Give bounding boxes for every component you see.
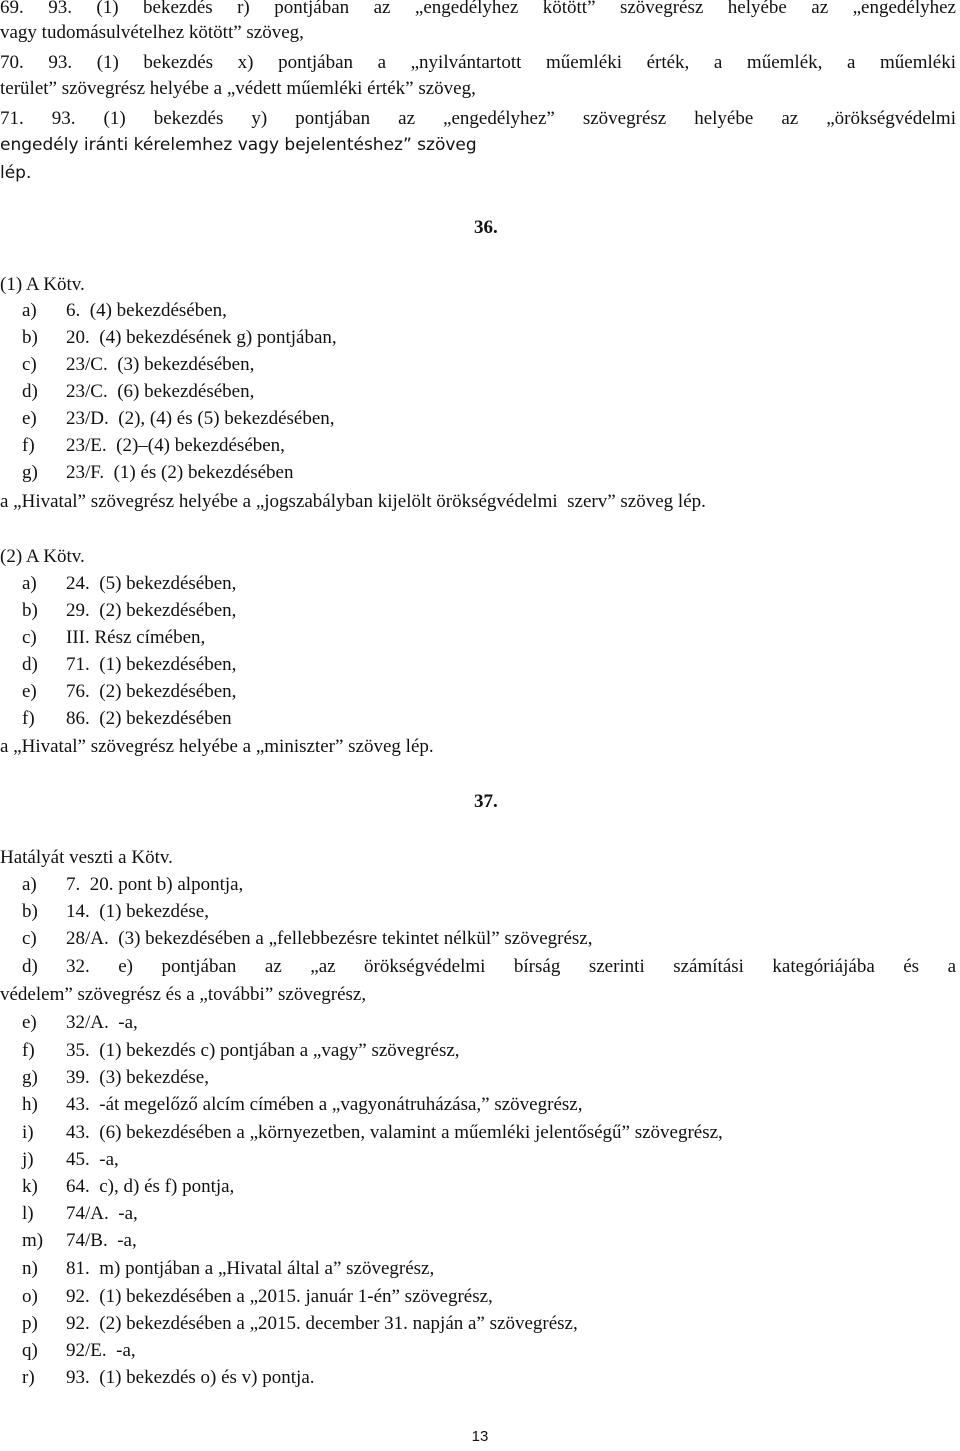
section-37-heading: 37.: [474, 791, 498, 812]
list-item-marker: b): [22, 327, 38, 348]
section-36-para-2-closing: a „Hivatal” szövegrész helyébe a „miniszter” szöveg lép.: [0, 736, 434, 757]
list-item-text: 14. (1) bekezdése,: [66, 901, 209, 922]
list-item-text: 71. (1) bekezdésében,: [66, 654, 237, 675]
list-item: [22, 1339, 136, 1363]
list-item-marker: l): [22, 1203, 34, 1224]
list-item-text: 23/D. (2), (4) és (5) bekezdésében,: [66, 408, 335, 429]
list-item: [22, 1093, 582, 1117]
list-item-marker: a): [22, 300, 37, 321]
list-item-marker: h): [22, 1094, 38, 1115]
list-item-marker: d): [22, 381, 38, 402]
list-item-marker: c): [22, 928, 37, 949]
list-item-marker: f): [22, 435, 35, 456]
list-item: [22, 380, 254, 404]
list-item: [22, 1312, 578, 1336]
amendment-70-line-1: 70. 93. (1) bekezdés x) pontjában a „nyilvántartott műemléki érték, a műemlék, a műemléki: [0, 52, 956, 73]
list-item-text: 76. (2) bekezdésében,: [66, 681, 237, 702]
amendment-71-line-1: 71. 93. (1) bekezdés y) pontjában az „engedélyhez” szövegrész helyébe az „örökségvédelmi: [0, 108, 956, 129]
list-item: [22, 1202, 138, 1226]
list-item-marker: b): [22, 901, 38, 922]
list-item-text: 45. -a,: [66, 1149, 119, 1170]
list-item-marker: e): [22, 408, 37, 429]
list-item-text: 23/C. (6) bekezdésében,: [66, 381, 255, 402]
list-item: [22, 599, 236, 623]
list-item: [22, 461, 293, 485]
amendment-71-line-2: engedély iránti kérelemhez vagy bejelentéshez” szöveg: [0, 135, 477, 155]
list-item: [22, 1011, 138, 1035]
list-item: [22, 927, 592, 951]
list-item: [22, 955, 956, 979]
section-36-para-1-intro: (1) A Kötv.: [0, 274, 85, 295]
list-item-marker: a): [22, 573, 37, 594]
page-number: 13: [471, 1428, 489, 1445]
list-item-marker: c): [22, 354, 37, 375]
list-item: [22, 326, 337, 350]
amendment-71-line-3: lép.: [0, 163, 32, 183]
list-item-marker: f): [22, 1040, 35, 1061]
list-item: [22, 1285, 493, 1309]
list-item-text: 20. (4) bekezdésének g) pontjában,: [66, 327, 337, 348]
list-item-text: 64. c), d) és f) pontja,: [66, 1176, 235, 1197]
list-item-text: 74/A. -a,: [66, 1203, 138, 1224]
list-item: [22, 1148, 119, 1172]
section-36-para-2-intro: (2) A Kötv.: [0, 546, 85, 567]
list-item-text: 86. (2) bekezdésében: [66, 708, 232, 729]
list-item-marker: a): [22, 874, 37, 895]
list-item-text: 29. (2) bekezdésében,: [66, 600, 237, 621]
list-item-text: 23/C. (3) bekezdésében,: [66, 354, 255, 375]
list-item: [22, 1257, 434, 1281]
list-item-marker: m): [22, 1230, 44, 1251]
list-item-marker: p): [22, 1313, 38, 1334]
list-item-marker: b): [22, 600, 38, 621]
section-37-intro: Hatályát veszti a Kötv.: [0, 847, 173, 868]
list-item-text: 6. (4) bekezdésében,: [66, 300, 227, 321]
section-36-para-1-closing: a „Hivatal” szövegrész helyébe a „jogszabályban kijelölt örökségvédelmi szerv” szöveg lép.: [0, 491, 706, 512]
amendment-70-line-2: terület” szövegrész helyébe a „védett műemléki érték” szöveg,: [0, 78, 476, 99]
list-item-marker: r): [22, 1367, 35, 1388]
list-item-text: 24. (5) bekezdésében,: [66, 573, 237, 594]
list-item-text: 74/B. -a,: [66, 1230, 137, 1251]
list-item: [22, 1229, 137, 1253]
list-item-text: 43. -át megelőző alcím címében a „vagyonátruházása,” szövegrész,: [66, 1094, 583, 1115]
list-item-text: 92/E. -a,: [66, 1340, 136, 1361]
list-item: [22, 1121, 723, 1145]
list-item-marker: i): [22, 1122, 34, 1143]
list-item-text: 43. (6) bekezdésében a „környezetben, valamint a műemléki jelentőségű” szövegrész,: [66, 1122, 723, 1143]
list-item-text: 23/F. (1) és (2) bekezdésében: [66, 462, 294, 483]
list-item: [22, 653, 236, 677]
list-item: [22, 626, 205, 650]
list-item: [22, 900, 209, 924]
section-36-heading: 36.: [474, 217, 498, 238]
list-item-text: 23/E. (2)–(4) bekezdésében,: [66, 435, 285, 456]
list-item-marker: d): [22, 654, 38, 675]
list-item-text: 35. (1) bekezdés c) pontjában a „vagy” szövegrész,: [66, 1040, 460, 1061]
list-item-marker: e): [22, 681, 37, 702]
list-item-text: 32/A. -a,: [66, 1012, 138, 1033]
list-item-text: 81. m) pontjában a „Hivatal által a” szövegrész,: [66, 1258, 435, 1279]
list-item: [22, 1366, 315, 1390]
list-item: [22, 707, 232, 731]
list-item-marker: n): [22, 1258, 38, 1279]
list-item-text: 28/A. (3) bekezdésében a „fellebbezésre tekintet nélkül” szövegrész,: [66, 928, 593, 949]
list-item-marker: e): [22, 1012, 37, 1033]
list-item-marker: o): [22, 1286, 38, 1307]
list-item-text: 92. (2) bekezdésében a „2015. december 31. napján a” szövegrész,: [66, 1313, 578, 1334]
list-item-text: III. Rész címében,: [66, 627, 206, 648]
list-item-text: 39. (3) bekezdése,: [66, 1067, 209, 1088]
list-item-continuation: védelem” szövegrész és a „további” szövegrész,: [0, 984, 367, 1005]
list-item: [22, 572, 236, 596]
list-item: [22, 1175, 234, 1199]
list-item: [22, 873, 243, 897]
list-item-marker: f): [22, 708, 35, 729]
list-item-text: 7. 20. pont b) alpontja,: [66, 874, 244, 895]
amendment-69-line-2: vagy tudomásulvételhez kötött” szöveg,: [0, 22, 304, 43]
amendment-69-line-1: 69. 93. (1) bekezdés r) pontjában az „engedélyhez kötött” szövegrész helyébe az „engedélyhez: [0, 0, 956, 18]
list-item-marker: d): [22, 956, 38, 977]
list-item-marker: q): [22, 1340, 38, 1361]
list-item: [22, 434, 285, 458]
list-item: [22, 407, 335, 431]
list-item-text: 93. (1) bekezdés o) és v) pontja.: [66, 1367, 315, 1388]
list-item: [22, 299, 227, 323]
list-item: [22, 1039, 460, 1063]
list-item-text: 32. e) pontjában az „az örökségvédelmi bírság szerinti számítási kategóriájába és a: [66, 956, 956, 977]
list-item-text: 92. (1) bekezdésében a „2015. január 1-én” szövegrész,: [66, 1286, 493, 1307]
list-item-marker: g): [22, 1067, 38, 1088]
list-item-marker: c): [22, 627, 37, 648]
list-item: [22, 680, 236, 704]
list-item: [22, 353, 254, 377]
list-item-marker: k): [22, 1176, 38, 1197]
list-item-marker: j): [22, 1149, 34, 1170]
list-item-marker: g): [22, 462, 38, 483]
list-item: [22, 1066, 209, 1090]
